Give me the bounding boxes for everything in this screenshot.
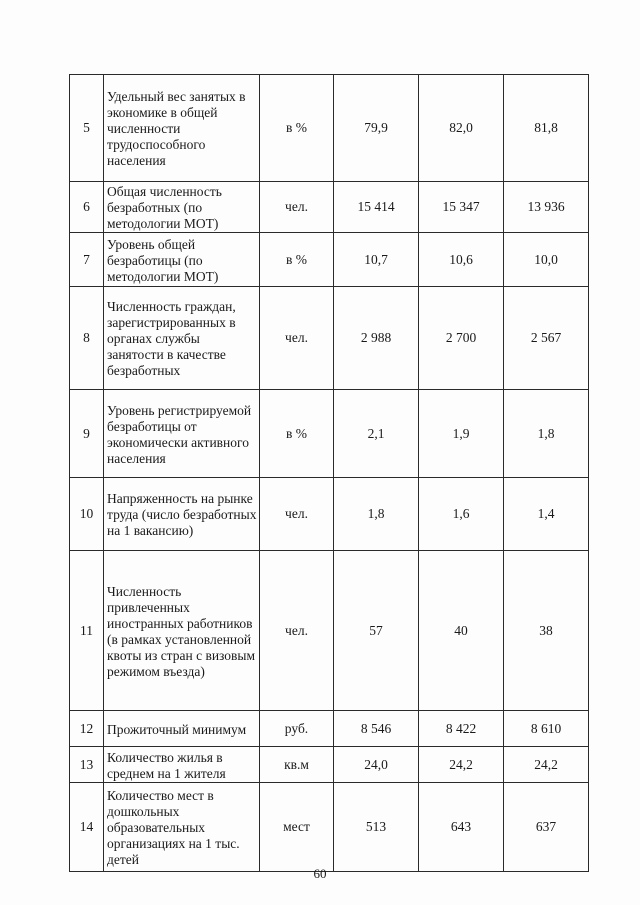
unit-cell: мест [260, 783, 334, 872]
unit-cell: руб. [260, 711, 334, 747]
unit-cell: чел. [260, 182, 334, 233]
value-cell-3: 637 [504, 783, 589, 872]
indicator-name: Общая численность безработных (по методологии МОТ) [104, 182, 260, 233]
value-cell-3: 8 610 [504, 711, 589, 747]
row-number: 6 [70, 182, 104, 233]
unit-cell: чел. [260, 287, 334, 390]
row-number: 14 [70, 783, 104, 872]
value-cell-3: 1,8 [504, 390, 589, 478]
indicator-name: Количество мест в дошкольных образовательных организациях на 1 тыс. детей [104, 783, 260, 872]
value-cell-3: 1,4 [504, 478, 589, 551]
indicator-name: Численность граждан, зарегистрированных в органах службы занятости в качестве безработных [104, 287, 260, 390]
value-cell-2: 24,2 [419, 747, 504, 783]
value-cell-3: 13 936 [504, 182, 589, 233]
row-number: 9 [70, 390, 104, 478]
value-cell-1: 2 988 [334, 287, 419, 390]
row-number: 12 [70, 711, 104, 747]
value-cell-1: 57 [334, 551, 419, 711]
table-row [70, 711, 589, 747]
indicator-name: Уровень общей безработицы (по методологии МОТ) [104, 233, 260, 287]
indicator-name: Удельный вес занятых в экономике в общей численности трудоспособного населения [104, 75, 260, 182]
value-cell-3: 2 567 [504, 287, 589, 390]
value-cell-2: 15 347 [419, 182, 504, 233]
page-number: 60 [313, 866, 327, 881]
value-cell-2: 2 700 [419, 287, 504, 390]
value-cell-1: 24,0 [334, 747, 419, 783]
table-row [70, 783, 589, 872]
table-row [70, 287, 589, 390]
row-number: 8 [70, 287, 104, 390]
indicator-name: Уровень регистрируемой безработицы от экономически активного населения [104, 390, 260, 478]
value-cell-2: 40 [419, 551, 504, 711]
indicator-name: Прожиточный минимум [104, 711, 260, 747]
value-cell-2: 8 422 [419, 711, 504, 747]
value-cell-1: 8 546 [334, 711, 419, 747]
value-cell-2: 10,6 [419, 233, 504, 287]
value-cell-2: 1,6 [419, 478, 504, 551]
table-row [70, 75, 589, 182]
unit-cell: чел. [260, 478, 334, 551]
value-cell-1: 1,8 [334, 478, 419, 551]
unit-cell: в % [260, 75, 334, 182]
table-row [70, 478, 589, 551]
indicator-name: Количество жилья в среднем на 1 жителя [104, 747, 260, 783]
table-row [70, 182, 589, 233]
unit-cell: в % [260, 390, 334, 478]
indicators-table [69, 74, 589, 872]
value-cell-1: 513 [334, 783, 419, 872]
value-cell-1: 10,7 [334, 233, 419, 287]
value-cell-3: 38 [504, 551, 589, 711]
row-number: 11 [70, 551, 104, 711]
indicator-name: Напряженность на рынке труда (число безработных на 1 вакансию) [104, 478, 260, 551]
table-row [70, 551, 589, 711]
value-cell-1: 15 414 [334, 182, 419, 233]
value-cell-2: 1,9 [419, 390, 504, 478]
unit-cell: в % [260, 233, 334, 287]
value-cell-3: 10,0 [504, 233, 589, 287]
value-cell-2: 643 [419, 783, 504, 872]
row-number: 13 [70, 747, 104, 783]
row-number: 5 [70, 75, 104, 182]
table-row [70, 233, 589, 287]
value-cell-1: 79,9 [334, 75, 419, 182]
row-number: 10 [70, 478, 104, 551]
unit-cell: чел. [260, 551, 334, 711]
table-row [70, 390, 589, 478]
row-number: 7 [70, 233, 104, 287]
value-cell-1: 2,1 [334, 390, 419, 478]
value-cell-2: 82,0 [419, 75, 504, 182]
table-row [70, 747, 589, 783]
indicator-name: Численность привлеченных иностранных работников (в рамках установленной квоты из стран с визовым режимом въезда) [104, 551, 260, 711]
value-cell-3: 24,2 [504, 747, 589, 783]
unit-cell: кв.м [260, 747, 334, 783]
value-cell-3: 81,8 [504, 75, 589, 182]
